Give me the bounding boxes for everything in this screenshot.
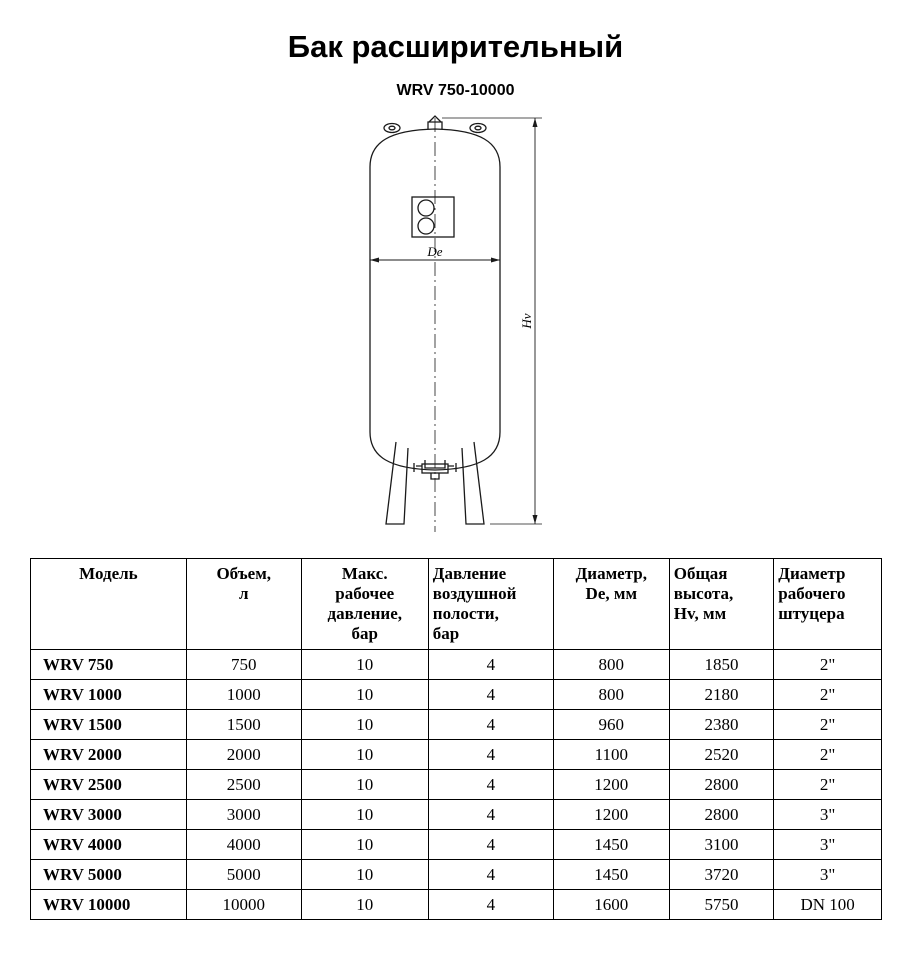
cell-air-pressure: 4 xyxy=(428,860,553,890)
table-header-row xyxy=(31,559,882,650)
expansion-vessel-icon xyxy=(330,112,580,537)
cell-model: WRV 3000 xyxy=(31,800,187,830)
table-row xyxy=(31,860,882,890)
cell-model: WRV 4000 xyxy=(31,830,187,860)
cell-connection: 3" xyxy=(774,800,882,830)
dimension-label-height: Hv xyxy=(519,313,534,329)
cell-connection: 2" xyxy=(774,680,882,710)
cell-connection: 2" xyxy=(774,770,882,800)
cell-air-pressure: 4 xyxy=(428,770,553,800)
cell-volume: 1500 xyxy=(186,710,301,740)
cell-air-pressure: 4 xyxy=(428,710,553,740)
table-row xyxy=(31,740,882,770)
cell-volume: 2500 xyxy=(186,770,301,800)
cell-height: 2380 xyxy=(669,710,774,740)
cell-air-pressure: 4 xyxy=(428,890,553,920)
cell-model: WRV 10000 xyxy=(31,890,187,920)
cell-air-pressure: 4 xyxy=(428,830,553,860)
cell-height: 1850 xyxy=(669,650,774,680)
cell-volume: 750 xyxy=(186,650,301,680)
cell-height: 2180 xyxy=(669,680,774,710)
cell-diameter: 800 xyxy=(553,650,669,680)
cell-height: 3100 xyxy=(669,830,774,860)
cell-model: WRV 2000 xyxy=(31,740,187,770)
specifications-table xyxy=(30,558,882,920)
cell-air-pressure: 4 xyxy=(428,650,553,680)
cell-model: WRV 2500 xyxy=(31,770,187,800)
column-header-diameter: Диаметр, De, мм xyxy=(553,559,669,650)
cell-height: 5750 xyxy=(669,890,774,920)
cell-connection: 2" xyxy=(774,650,882,680)
cell-max-pressure: 10 xyxy=(301,740,428,770)
cell-height: 2800 xyxy=(669,800,774,830)
cell-volume: 1000 xyxy=(186,680,301,710)
cell-volume: 2000 xyxy=(186,740,301,770)
cell-air-pressure: 4 xyxy=(428,680,553,710)
table-row xyxy=(31,830,882,860)
cell-volume: 10000 xyxy=(186,890,301,920)
table-row xyxy=(31,890,882,920)
cell-diameter: 960 xyxy=(553,710,669,740)
cell-diameter: 800 xyxy=(553,680,669,710)
cell-max-pressure: 10 xyxy=(301,860,428,890)
column-header-air-pressure: Давление воздушной полости, бар xyxy=(428,559,553,650)
table-row xyxy=(31,710,882,740)
cell-model: WRV 5000 xyxy=(31,860,187,890)
cell-max-pressure: 10 xyxy=(301,680,428,710)
cell-max-pressure: 10 xyxy=(301,650,428,680)
cell-max-pressure: 10 xyxy=(301,710,428,740)
table-row xyxy=(31,800,882,830)
cell-model: WRV 1000 xyxy=(31,680,187,710)
cell-connection: 3" xyxy=(774,860,882,890)
table-row xyxy=(31,650,882,680)
page-title: Бак расширительный xyxy=(287,28,624,64)
cell-volume: 5000 xyxy=(186,860,301,890)
cell-connection: 3" xyxy=(774,830,882,860)
cell-air-pressure: 4 xyxy=(428,800,553,830)
table-row xyxy=(31,680,882,710)
cell-diameter: 1200 xyxy=(553,800,669,830)
table-row xyxy=(31,770,882,800)
column-header-connection: Диаметр рабочего штуцера xyxy=(774,559,882,650)
column-header-max-pressure: Макс. рабочее давление, бар xyxy=(301,559,428,650)
cell-height: 3720 xyxy=(669,860,774,890)
cell-volume: 4000 xyxy=(186,830,301,860)
cell-air-pressure: 4 xyxy=(428,740,553,770)
cell-max-pressure: 10 xyxy=(301,800,428,830)
cell-connection: 2" xyxy=(774,740,882,770)
column-header-height: Общая высота, Hv, мм xyxy=(669,559,774,650)
cell-diameter: 1600 xyxy=(553,890,669,920)
cell-diameter: 1100 xyxy=(553,740,669,770)
cell-max-pressure: 10 xyxy=(301,890,428,920)
cell-model: WRV 1500 xyxy=(31,710,187,740)
cell-max-pressure: 10 xyxy=(301,830,428,860)
cell-diameter: 1450 xyxy=(553,830,669,860)
cell-connection: 2" xyxy=(774,710,882,740)
vessel-technical-drawing xyxy=(330,112,580,537)
cell-diameter: 1450 xyxy=(553,860,669,890)
cell-connection: DN 100 xyxy=(774,890,882,920)
cell-max-pressure: 10 xyxy=(301,770,428,800)
dimension-label-diameter: De xyxy=(427,244,443,259)
column-header-model: Модель xyxy=(31,559,187,650)
column-header-volume: Объем, л xyxy=(186,559,301,650)
drawing-caption: WRV 750-10000 xyxy=(396,82,515,99)
cell-model: WRV 750 xyxy=(31,650,187,680)
cell-volume: 3000 xyxy=(186,800,301,830)
cell-diameter: 1200 xyxy=(553,770,669,800)
cell-height: 2520 xyxy=(669,740,774,770)
cell-height: 2800 xyxy=(669,770,774,800)
